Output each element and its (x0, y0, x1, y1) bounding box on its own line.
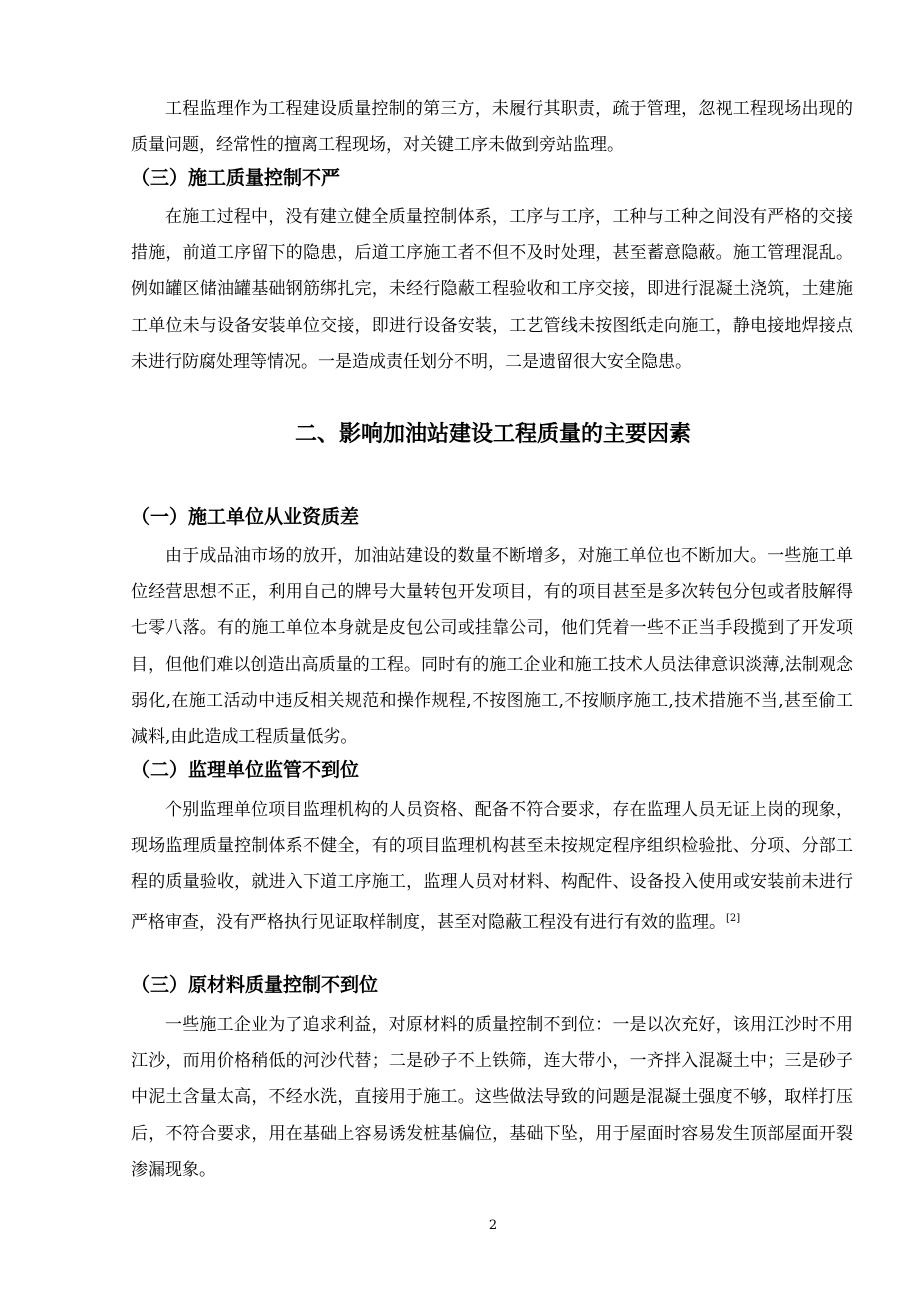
paragraph-supervision-unit-text: 个别监理单位项目监理机构的人员资格、配备不符合要求，存在监理人员无证上岗的现象，现场监理质量控制体系不健全，有的项目监理机构甚至未按规定程序组织检验批、分项、分部工程的质量验收，就进入下道工序施工，监理人员对材料、构配件、设备投入使用或安装前未进行严格审查，没有严格执行见证取样制度，甚至对隐蔽工程没有进行有效的监理。 (131, 800, 853, 933)
citation-ref: [2] (726, 912, 741, 924)
heading-supervision-unit: （二）监理单位监管不到位 (131, 759, 360, 781)
paragraph-construction-quality-control: 在施工过程中，没有建立健全质量控制体系，工序与工序，工种与工种之间没有严格的交接措施，前道工序留下的隐患，后道工序施工者不但不及时处理，甚至蓄意隐蔽。施工管理混乱。例如罐区储油罐基础钢筋绑扎完，未经行隐蔽工程验收和工序交接，即进行混凝土浇筑，土建施工单位未与设备安装单位交接，即进行设备安装，工艺管线未按图纸走向施工，静电接地焊接点未进行防腐处理等情况。一是造成责任划分不明，二是遗留很大安全隐患。 (131, 207, 853, 372)
paragraph-contractor-qualification: 由于成品油市场的放开，加油站建设的数量不断增多，对施工单位也不断加大。一些施工单位经营思想不正，利用自己的牌号大量转包开发项目，有的项目甚至是多次转包分包或者肢解得七零八落。有的施工单位本身就是皮包公司或挂靠公司，他们凭着一些不正当手段揽到了开发项目，但他们难以创造出高质量的工程。同时有的施工企业和施工技术人员法律意识淡薄,法制观念弱化,在施工活动中违反相关规范和操作规程,不按图施工,不按顺序施工,技术措施不当,甚至偷工减料,由此造成工程质量低劣。 (131, 546, 853, 748)
heading-contractor-qualification: （一）施工单位从业资质差 (131, 506, 360, 528)
paragraph-supervision-unit (131, 792, 853, 940)
paragraph-supervision-duty: 工程监理作为工程建设质量控制的第三方，未履行其职责，疏于管理，忽视工程现场出现的质量问题，经常性的擅离工程现场，对关键工序未做到旁站监理。 (131, 99, 853, 156)
paragraph-raw-material-control: 一些施工企业为了追求利益，对原材料的质量控制不到位：一是以次充好，该用江沙时不用江沙，而用价格稍低的河沙代替；二是砂子不上铁筛，连大带小，一齐拌入混凝土中；三是砂子中泥土含量太高，不经水洗，直接用于施工。这些做法导致的问题是混凝土强度不够，取样打压后，不符合要求，用在基础上容易诱发桩基偏位，基础下坠，用于屋面时容易发生顶部屋面开裂渗漏现象。 (131, 1015, 853, 1180)
heading-raw-material-control: （三）原材料质量控制不到位 (131, 974, 379, 996)
page-number: 2 (488, 1218, 498, 1233)
section-title-main-factors: 二、影响加油站建设工程质量的主要因素 (294, 421, 691, 447)
heading-construction-quality-control: （三）施工质量控制不严 (131, 167, 341, 189)
